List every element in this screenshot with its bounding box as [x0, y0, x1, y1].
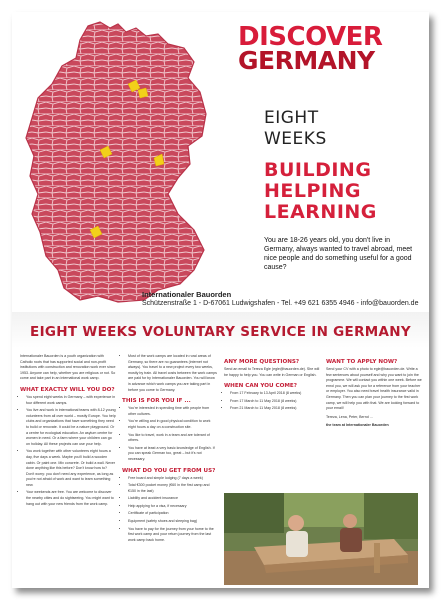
headline [264, 108, 327, 150]
camp-info-list [122, 354, 218, 393]
list-item: • Most of the work camps are located in rural areas of Germany, so there are no guarantees (internet not always). You travel to a new project every two weeks, mostly by train. All travel costs between the work camps are paid for by Internationaler Bauorden. You will know in advance which work camps you are taking part in before you come to Germany. [128, 354, 218, 393]
slogan-helping: HELPING [264, 180, 361, 202]
volunteers-photo [224, 493, 418, 585]
list-item: • You're willing and in good physical condition to work eight hours a day on a construction site. [128, 419, 218, 430]
slogan-building: BUILDING [264, 159, 372, 181]
list-item: • Total €300 pocket money (€60 in the first camp and €150 in the last) [128, 483, 218, 494]
for-you-if-list [122, 406, 218, 462]
intro-text: You are 18-26 years old, you don't live in Germany, always wanted to travel abroad, meet nice people and do something useful for a good cause? [264, 237, 413, 271]
about-paragraph: Internationaler Bauorden is a youth organization with Catholic roots that has supported social and non-profit institutions with construction and renovation work ever since 1953. Anyone can help, whether you are religious or not. So come and take part in an international work camp. [20, 354, 116, 381]
signature-names: Tereza, Lena, Peter, Bernd ... [326, 414, 373, 419]
what-you-get-list [122, 476, 218, 544]
signature-team: the team at Internationaler Bauorden [326, 423, 389, 428]
column-requirements [122, 354, 218, 546]
main-title: EIGHT WEEKS VOLUNTARY SERVICE IN GERMANY [30, 324, 411, 340]
date-item: • From 17 February to 13 April 2018 (8 weeks) [230, 391, 320, 397]
date-item: • From 21 March to 11 May 2018 (8 weeks) [230, 406, 320, 412]
section-heading-questions: ANY MORE QUESTIONS? [224, 359, 300, 365]
list-item: • Help applying for a visa, if necessary [128, 504, 218, 510]
column-apply [326, 354, 422, 432]
list-item: • Certificate of participation [128, 511, 218, 517]
section-heading-what-you-get: WHAT DO YOU GET FROM US? [122, 467, 216, 474]
headline-line-1: EIGHT [264, 108, 319, 128]
list-item: • You live and work in international teams with 8-12 young volunteers from all over world – mostly Europe. You help clubs and organizations that have something they need to build or renovate. It could be a nature playground. Or a centre for ecological education. An asylum centre for women in need. Or a farm where your children can go on holiday. All these projects can use your help. [26, 408, 116, 447]
apply-paragraph: Send your CV with a photo to egle@bauorden.de. Write a few sentences about yourself and why you want to join the programme. We will contact you within one week. Before we enrol you, we will ask you for a reference from your teacher or employer. You also need travel health insurance valid in Germany. Then you can plan your journey to the first work camp, we will help you with that. We are looking forward to your email! [326, 367, 422, 411]
section-heading-what-you-do: WHAT EXACTLY WILL YOU DO? [20, 386, 115, 393]
list-item: • You spend eight weeks in Germany – with experience in four different work camps. [26, 395, 116, 406]
list-item: • Equipment (safety shoes and sleeping bag) [128, 519, 218, 525]
list-item: • Liability and accident insurance [128, 496, 218, 502]
section-heading-apply: WANT TO APPLY NOW? [326, 359, 398, 365]
what-you-do-list [20, 395, 116, 507]
organisation-name: Internationaler Bauorden [142, 290, 232, 299]
list-item: • Free board and simple lodging (7 days a week) [128, 476, 218, 482]
slogan-learning: LEARNING [264, 201, 377, 223]
questions-paragraph: Send an email to Tereza Egle (egle@bauorden.de). She will be happy to help you. You can write in German or English. [224, 367, 320, 377]
list-item: • You have to pay for the journey from your home to the first work camp and your return journey from the last work camp back home. [128, 527, 218, 544]
flyer-page [12, 12, 429, 588]
organisation-contact [142, 290, 422, 308]
list-item: • You're interested in spending time with people from other cultures. [128, 406, 218, 417]
list-item: • You have at least a very basic knowledge of English. If you can speak German too, great – but it's not necessary. [128, 446, 218, 463]
organisation-address: Schützenstraße 1 - D-67061 Ludwigshafen - Tel. +49 621 6355 4946 - info@bauorden.de [142, 300, 419, 307]
list-item: • Your weekends are free. You are welcome to discover the nearby cities and do sightseeing. You might want to hang out with your new friends from the work camp. [26, 490, 116, 507]
list-item: • You work together with other volunteers eight hours a day, five days a week. Maybe you'll build a wooden cabin. Or paint one. Mix concrete. Or build a wall. Never done anything like this before? Don't know how to? Don't worry: you don't need any experience, as long as you're not afraid of work and want to learn something new. [26, 449, 116, 488]
column-about [20, 354, 116, 510]
germany-map-illustration [18, 18, 218, 310]
discover-germany-logo [238, 22, 418, 75]
list-item: • You like to travel, work in a team and are tolerant of others. [128, 433, 218, 444]
section-heading-for-you-if: THIS IS FOR YOU IF ... [122, 398, 191, 405]
headline-line-2: WEEKS [264, 129, 327, 149]
logo-line-2: GERMANY [238, 46, 375, 75]
slogan [264, 160, 377, 223]
dates-list [224, 391, 320, 412]
column-questions [224, 354, 320, 415]
logo-line-1: DISCOVER [238, 22, 383, 52]
section-heading-when: WHEN CAN YOU COME? [224, 383, 297, 390]
germany-outline [26, 22, 206, 302]
date-item: • From 17 March to 11 May 2018 (8 weeks) [230, 399, 320, 405]
